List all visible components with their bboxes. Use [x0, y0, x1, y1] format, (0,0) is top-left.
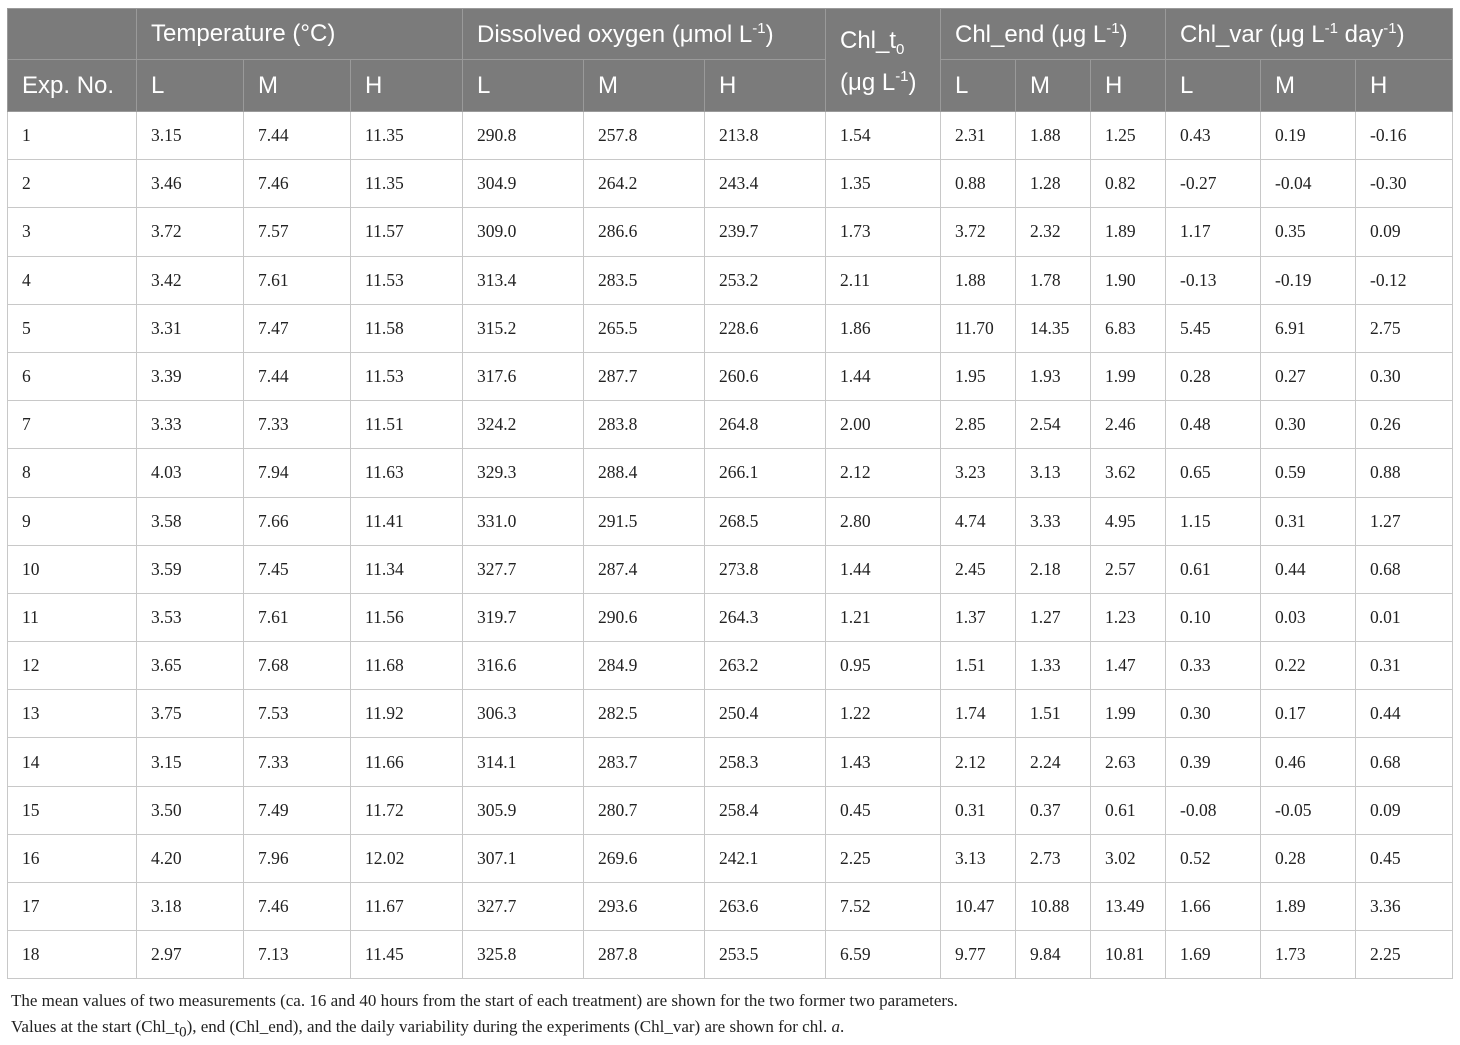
cell-chl-var-h: 0.26 — [1356, 401, 1453, 449]
table-row — [8, 112, 1453, 160]
cell-chl-end-l: 9.77 — [941, 931, 1016, 979]
cell-chl-end-m: 2.73 — [1016, 834, 1091, 882]
cell-temp-m: 7.66 — [244, 497, 351, 545]
cell-temp-h: 11.34 — [351, 545, 463, 593]
cell-oxygen-m: 283.5 — [584, 256, 705, 304]
cell-oxygen-h: 253.5 — [705, 931, 826, 979]
cell-exp-no: 8 — [8, 449, 137, 497]
data-table — [7, 8, 1453, 979]
cell-temp-h: 11.58 — [351, 304, 463, 352]
cell-chl-end-h: 6.83 — [1091, 304, 1166, 352]
cell-oxygen-m: 283.7 — [584, 738, 705, 786]
cell-oxygen-h: 258.3 — [705, 738, 826, 786]
cell-chl-var-l: 0.48 — [1166, 401, 1261, 449]
cell-temp-m: 7.68 — [244, 642, 351, 690]
cell-chl-end-h: 1.23 — [1091, 593, 1166, 641]
cell-oxygen-h: 253.2 — [705, 256, 826, 304]
cell-oxygen-l: 329.3 — [463, 449, 584, 497]
cell-chl-var-m: 0.22 — [1261, 642, 1356, 690]
cell-chl-var-l: 0.52 — [1166, 834, 1261, 882]
cell-oxygen-h: 239.7 — [705, 208, 826, 256]
cell-temp-m: 7.33 — [244, 738, 351, 786]
cell-chl-var-h: 0.31 — [1356, 642, 1453, 690]
cell-temp-m: 7.96 — [244, 834, 351, 882]
cell-chl-var-h: 0.44 — [1356, 690, 1453, 738]
cell-chl-var-l: -0.08 — [1166, 786, 1261, 834]
cell-oxygen-l: 313.4 — [463, 256, 584, 304]
cell-exp-no: 17 — [8, 883, 137, 931]
cell-chl-end-h: 1.99 — [1091, 352, 1166, 400]
cell-chl-var-l: 0.33 — [1166, 642, 1261, 690]
cell-temp-m: 7.46 — [244, 160, 351, 208]
cell-chl-end-h: 3.62 — [1091, 449, 1166, 497]
cell-chl-var-m: 0.46 — [1261, 738, 1356, 786]
cell-exp-no: 4 — [8, 256, 137, 304]
cell-oxygen-h: 263.6 — [705, 883, 826, 931]
cell-chl-end-l: 1.51 — [941, 642, 1016, 690]
header-oxygen-l: L — [463, 60, 584, 112]
cell-temp-h: 11.51 — [351, 401, 463, 449]
table-row — [8, 497, 1453, 545]
cell-exp-no: 10 — [8, 545, 137, 593]
cell-chl-var-l: 0.39 — [1166, 738, 1261, 786]
cell-exp-no: 18 — [8, 931, 137, 979]
cell-chl-var-h: 0.68 — [1356, 738, 1453, 786]
header-chl-var-l: L — [1166, 60, 1261, 112]
cell-chl-end-m: 3.13 — [1016, 449, 1091, 497]
cell-oxygen-h: 213.8 — [705, 112, 826, 160]
cell-chl-var-m: -0.04 — [1261, 160, 1356, 208]
cell-chl-t0: 2.25 — [826, 834, 941, 882]
cell-temp-h: 11.66 — [351, 738, 463, 786]
cell-temp-m: 7.49 — [244, 786, 351, 834]
cell-oxygen-m: 293.6 — [584, 883, 705, 931]
cell-chl-var-h: 0.09 — [1356, 208, 1453, 256]
table-row — [8, 401, 1453, 449]
cell-temp-m: 7.61 — [244, 593, 351, 641]
cell-chl-end-h: 2.57 — [1091, 545, 1166, 593]
cell-chl-t0: 0.95 — [826, 642, 941, 690]
cell-chl-var-m: 0.35 — [1261, 208, 1356, 256]
cell-chl-var-l: 1.66 — [1166, 883, 1261, 931]
header-oxygen-m: M — [584, 60, 705, 112]
cell-chl-end-h: 2.46 — [1091, 401, 1166, 449]
cell-oxygen-m: 284.9 — [584, 642, 705, 690]
cell-temp-h: 11.35 — [351, 112, 463, 160]
cell-chl-var-l: 0.30 — [1166, 690, 1261, 738]
cell-oxygen-l: 315.2 — [463, 304, 584, 352]
cell-chl-t0: 0.45 — [826, 786, 941, 834]
table-row — [8, 352, 1453, 400]
cell-chl-end-l: 11.70 — [941, 304, 1016, 352]
cell-chl-end-l: 1.74 — [941, 690, 1016, 738]
cell-chl-t0: 1.44 — [826, 352, 941, 400]
cell-chl-end-m: 1.27 — [1016, 593, 1091, 641]
header-temperature-h: H — [351, 60, 463, 112]
table-row — [8, 208, 1453, 256]
cell-chl-end-m: 2.24 — [1016, 738, 1091, 786]
cell-chl-t0: 1.44 — [826, 545, 941, 593]
table-body — [8, 112, 1453, 979]
cell-temp-m: 7.44 — [244, 352, 351, 400]
cell-chl-var-l: 1.17 — [1166, 208, 1261, 256]
cell-chl-var-h: -0.16 — [1356, 112, 1453, 160]
cell-chl-end-m: 1.51 — [1016, 690, 1091, 738]
cell-oxygen-l: 319.7 — [463, 593, 584, 641]
cell-oxygen-l: 325.8 — [463, 931, 584, 979]
cell-temp-h: 12.02 — [351, 834, 463, 882]
cell-temp-l: 3.75 — [137, 690, 244, 738]
cell-chl-t0: 2.11 — [826, 256, 941, 304]
cell-oxygen-l: 327.7 — [463, 545, 584, 593]
cell-chl-end-m: 14.35 — [1016, 304, 1091, 352]
cell-oxygen-l: 324.2 — [463, 401, 584, 449]
cell-oxygen-l: 306.3 — [463, 690, 584, 738]
cell-chl-end-h: 0.82 — [1091, 160, 1166, 208]
cell-oxygen-m: 280.7 — [584, 786, 705, 834]
cell-chl-var-h: 0.30 — [1356, 352, 1453, 400]
cell-oxygen-l: 327.7 — [463, 883, 584, 931]
cell-temp-l: 3.31 — [137, 304, 244, 352]
cell-chl-var-h: 3.36 — [1356, 883, 1453, 931]
header-chl-var: Chl_var (μg $L^{-1}$ day$^{-1}$) — [1166, 9, 1453, 60]
cell-exp-no: 9 — [8, 497, 137, 545]
cell-oxygen-l: 314.1 — [463, 738, 584, 786]
cell-chl-var-m: 6.91 — [1261, 304, 1356, 352]
cell-exp-no: 7 — [8, 401, 137, 449]
cell-temp-h: 11.72 — [351, 786, 463, 834]
cell-chl-end-l: 1.95 — [941, 352, 1016, 400]
table-header — [8, 9, 1453, 112]
cell-oxygen-m: 264.2 — [584, 160, 705, 208]
cell-oxygen-h: 228.6 — [705, 304, 826, 352]
cell-temp-h: 11.63 — [351, 449, 463, 497]
cell-chl-var-m: 0.44 — [1261, 545, 1356, 593]
cell-oxygen-m: 290.6 — [584, 593, 705, 641]
header-chl-var-h: H — [1356, 60, 1453, 112]
cell-chl-end-h: 10.81 — [1091, 931, 1166, 979]
cell-oxygen-h: 258.4 — [705, 786, 826, 834]
cell-chl-var-m: 0.27 — [1261, 352, 1356, 400]
table-row — [8, 834, 1453, 882]
cell-chl-var-l: 0.28 — [1166, 352, 1261, 400]
cell-temp-l: 3.39 — [137, 352, 244, 400]
cell-chl-end-m: 1.33 — [1016, 642, 1091, 690]
cell-oxygen-m: 286.6 — [584, 208, 705, 256]
header-temperature: Temperature (°C) — [137, 9, 463, 60]
cell-chl-end-h: 1.47 — [1091, 642, 1166, 690]
cell-temp-l: 3.58 — [137, 497, 244, 545]
cell-temp-l: 3.59 — [137, 545, 244, 593]
cell-oxygen-l: 309.0 — [463, 208, 584, 256]
cell-oxygen-l: 317.6 — [463, 352, 584, 400]
cell-oxygen-h: 242.1 — [705, 834, 826, 882]
cell-temp-l: 3.50 — [137, 786, 244, 834]
cell-temp-h: 11.57 — [351, 208, 463, 256]
cell-chl-end-l: 0.88 — [941, 160, 1016, 208]
cell-chl-t0: 7.52 — [826, 883, 941, 931]
cell-chl-end-m: 2.54 — [1016, 401, 1091, 449]
header-chl-t0: $Chl\_t_0$ (μg $L^{-1}$) — [826, 9, 941, 112]
cell-chl-end-m: 1.78 — [1016, 256, 1091, 304]
cell-oxygen-l: 307.1 — [463, 834, 584, 882]
cell-oxygen-h: 266.1 — [705, 449, 826, 497]
cell-chl-end-m: 10.88 — [1016, 883, 1091, 931]
cell-oxygen-m: 269.6 — [584, 834, 705, 882]
table-row — [8, 545, 1453, 593]
cell-exp-no: 2 — [8, 160, 137, 208]
cell-chl-var-m: 1.89 — [1261, 883, 1356, 931]
cell-chl-var-m: -0.05 — [1261, 786, 1356, 834]
cell-oxygen-h: 263.2 — [705, 642, 826, 690]
cell-chl-var-m: 0.59 — [1261, 449, 1356, 497]
cell-oxygen-h: 250.4 — [705, 690, 826, 738]
cell-chl-end-l: 0.31 — [941, 786, 1016, 834]
cell-exp-no: 15 — [8, 786, 137, 834]
footnote-line-1: The mean values of two measurements (ca. 16 and 40 hours from the start of each treatment) are shown for the two former two parameters. — [11, 991, 958, 1010]
header-chl-end-l: L — [941, 60, 1016, 112]
cell-oxygen-l: 331.0 — [463, 497, 584, 545]
cell-oxygen-h: 264.3 — [705, 593, 826, 641]
cell-exp-no: 6 — [8, 352, 137, 400]
cell-oxygen-h: 260.6 — [705, 352, 826, 400]
cell-chl-var-h: 2.75 — [1356, 304, 1453, 352]
cell-chl-end-h: 3.02 — [1091, 834, 1166, 882]
cell-temp-l: 3.65 — [137, 642, 244, 690]
cell-temp-h: 11.68 — [351, 642, 463, 690]
cell-chl-end-m: 2.32 — [1016, 208, 1091, 256]
table-row — [8, 304, 1453, 352]
cell-chl-end-l: 10.47 — [941, 883, 1016, 931]
cell-chl-var-l: 1.69 — [1166, 931, 1261, 979]
cell-chl-var-m: 0.19 — [1261, 112, 1356, 160]
cell-chl-end-h: 4.95 — [1091, 497, 1166, 545]
cell-exp-no: 11 — [8, 593, 137, 641]
cell-temp-l: 3.42 — [137, 256, 244, 304]
cell-temp-h: 11.53 — [351, 352, 463, 400]
cell-chl-t0: 1.22 — [826, 690, 941, 738]
cell-chl-var-l: -0.13 — [1166, 256, 1261, 304]
table-row — [8, 256, 1453, 304]
cell-chl-var-h: 0.68 — [1356, 545, 1453, 593]
cell-exp-no: 1 — [8, 112, 137, 160]
cell-temp-l: 3.33 — [137, 401, 244, 449]
cell-temp-h: 11.35 — [351, 160, 463, 208]
cell-chl-var-l: -0.27 — [1166, 160, 1261, 208]
cell-chl-t0: 1.21 — [826, 593, 941, 641]
cell-oxygen-l: 316.6 — [463, 642, 584, 690]
cell-oxygen-m: 282.5 — [584, 690, 705, 738]
table-row — [8, 160, 1453, 208]
cell-chl-end-m: 3.33 — [1016, 497, 1091, 545]
cell-chl-end-l: 1.37 — [941, 593, 1016, 641]
cell-chl-var-m: 0.28 — [1261, 834, 1356, 882]
footnote-line-2: Values at the start $(Chl\_t_0)$, end (Chl_end), and the daily variability during the experiments (Chl_var) are shown for chl. a. — [11, 1017, 845, 1041]
cell-chl-end-l: 3.72 — [941, 208, 1016, 256]
cell-temp-h: 11.67 — [351, 883, 463, 931]
cell-temp-l: 3.53 — [137, 593, 244, 641]
cell-oxygen-m: 287.7 — [584, 352, 705, 400]
cell-temp-m: 7.13 — [244, 931, 351, 979]
cell-temp-l: 2.97 — [137, 931, 244, 979]
cell-chl-end-h: 0.61 — [1091, 786, 1166, 834]
cell-chl-end-l: 3.23 — [941, 449, 1016, 497]
cell-chl-end-m: 0.37 — [1016, 786, 1091, 834]
cell-temp-m: 7.46 — [244, 883, 351, 931]
cell-temp-m: 7.53 — [244, 690, 351, 738]
cell-chl-var-l: 0.61 — [1166, 545, 1261, 593]
cell-temp-m: 7.44 — [244, 112, 351, 160]
cell-chl-var-l: 1.15 — [1166, 497, 1261, 545]
cell-temp-h: 11.56 — [351, 593, 463, 641]
cell-temp-l: 3.18 — [137, 883, 244, 931]
header-dissolved-oxygen: Dissolved oxygen (μmol $L^{-1}$) — [463, 9, 826, 60]
cell-chl-end-h: 1.90 — [1091, 256, 1166, 304]
cell-chl-var-l: 0.10 — [1166, 593, 1261, 641]
cell-temp-h: 11.53 — [351, 256, 463, 304]
cell-oxygen-l: 304.9 — [463, 160, 584, 208]
table-footnotes — [11, 988, 1441, 1045]
cell-chl-end-h: 1.99 — [1091, 690, 1166, 738]
cell-chl-t0: 1.54 — [826, 112, 941, 160]
cell-oxygen-m: 287.4 — [584, 545, 705, 593]
cell-chl-var-h: -0.30 — [1356, 160, 1453, 208]
cell-temp-m: 7.57 — [244, 208, 351, 256]
cell-chl-t0: 2.00 — [826, 401, 941, 449]
cell-chl-end-h: 2.63 — [1091, 738, 1166, 786]
table-row — [8, 931, 1453, 979]
cell-temp-l: 3.46 — [137, 160, 244, 208]
header-temperature-m: M — [244, 60, 351, 112]
cell-oxygen-m: 265.5 — [584, 304, 705, 352]
cell-chl-end-h: 13.49 — [1091, 883, 1166, 931]
cell-chl-var-m: 0.17 — [1261, 690, 1356, 738]
header-blank-cell — [8, 9, 137, 60]
cell-temp-h: 11.41 — [351, 497, 463, 545]
cell-chl-t0: 6.59 — [826, 931, 941, 979]
cell-exp-no: 13 — [8, 690, 137, 738]
cell-chl-t0: 2.12 — [826, 449, 941, 497]
cell-chl-end-h: 1.25 — [1091, 112, 1166, 160]
cell-oxygen-h: 264.8 — [705, 401, 826, 449]
cell-temp-m: 7.94 — [244, 449, 351, 497]
cell-chl-end-l: 2.85 — [941, 401, 1016, 449]
table-row — [8, 786, 1453, 834]
cell-oxygen-l: 305.9 — [463, 786, 584, 834]
cell-chl-var-m: 0.03 — [1261, 593, 1356, 641]
cell-chl-end-l: 2.12 — [941, 738, 1016, 786]
cell-oxygen-h: 268.5 — [705, 497, 826, 545]
cell-chl-var-h: 0.88 — [1356, 449, 1453, 497]
cell-oxygen-m: 257.8 — [584, 112, 705, 160]
table-row — [8, 449, 1453, 497]
cell-temp-m: 7.45 — [244, 545, 351, 593]
cell-chl-var-h: -0.12 — [1356, 256, 1453, 304]
cell-chl-end-l: 3.13 — [941, 834, 1016, 882]
table-row — [8, 738, 1453, 786]
cell-chl-end-m: 1.28 — [1016, 160, 1091, 208]
cell-oxygen-h: 243.4 — [705, 160, 826, 208]
cell-temp-l: 3.15 — [137, 112, 244, 160]
cell-chl-end-m: 2.18 — [1016, 545, 1091, 593]
cell-chl-t0: 1.43 — [826, 738, 941, 786]
cell-exp-no: 12 — [8, 642, 137, 690]
cell-chl-var-h: 0.45 — [1356, 834, 1453, 882]
cell-chl-var-m: 1.73 — [1261, 931, 1356, 979]
cell-chl-end-l: 2.31 — [941, 112, 1016, 160]
table-row — [8, 642, 1453, 690]
cell-temp-m: 7.61 — [244, 256, 351, 304]
cell-chl-var-m: -0.19 — [1261, 256, 1356, 304]
cell-exp-no: 3 — [8, 208, 137, 256]
cell-chl-var-m: 0.30 — [1261, 401, 1356, 449]
header-chl-end-h: H — [1091, 60, 1166, 112]
data-table-container — [7, 8, 1452, 979]
cell-temp-l: 4.03 — [137, 449, 244, 497]
cell-oxygen-h: 273.8 — [705, 545, 826, 593]
cell-temp-l: 3.72 — [137, 208, 244, 256]
table-row — [8, 690, 1453, 738]
cell-chl-var-m: 0.31 — [1261, 497, 1356, 545]
cell-chl-var-h: 1.27 — [1356, 497, 1453, 545]
cell-oxygen-m: 283.8 — [584, 401, 705, 449]
cell-chl-var-h: 0.01 — [1356, 593, 1453, 641]
cell-exp-no: 14 — [8, 738, 137, 786]
cell-temp-m: 7.33 — [244, 401, 351, 449]
cell-chl-t0: 1.86 — [826, 304, 941, 352]
cell-chl-t0: 1.73 — [826, 208, 941, 256]
table-row — [8, 593, 1453, 641]
header-oxygen-h: H — [705, 60, 826, 112]
header-chl-end-m: M — [1016, 60, 1091, 112]
cell-oxygen-l: 290.8 — [463, 112, 584, 160]
cell-oxygen-m: 291.5 — [584, 497, 705, 545]
cell-chl-t0: 2.80 — [826, 497, 941, 545]
cell-chl-end-m: 9.84 — [1016, 931, 1091, 979]
cell-chl-var-l: 0.65 — [1166, 449, 1261, 497]
cell-temp-l: 3.15 — [137, 738, 244, 786]
cell-oxygen-m: 288.4 — [584, 449, 705, 497]
cell-chl-end-m: 1.88 — [1016, 112, 1091, 160]
cell-chl-var-h: 2.25 — [1356, 931, 1453, 979]
header-exp-no: Exp. No. — [8, 60, 137, 112]
header-chl-end: Chl_end (μg $L^{-1}$) — [941, 9, 1166, 60]
cell-exp-no: 16 — [8, 834, 137, 882]
cell-temp-m: 7.47 — [244, 304, 351, 352]
cell-chl-var-l: 0.43 — [1166, 112, 1261, 160]
cell-chl-end-l: 2.45 — [941, 545, 1016, 593]
cell-chl-var-h: 0.09 — [1356, 786, 1453, 834]
header-temperature-l: L — [137, 60, 244, 112]
cell-chl-end-l: 4.74 — [941, 497, 1016, 545]
cell-oxygen-m: 287.8 — [584, 931, 705, 979]
cell-chl-end-l: 1.88 — [941, 256, 1016, 304]
cell-chl-var-l: 5.45 — [1166, 304, 1261, 352]
cell-exp-no: 5 — [8, 304, 137, 352]
table-row — [8, 883, 1453, 931]
cell-temp-h: 11.92 — [351, 690, 463, 738]
cell-chl-t0: 1.35 — [826, 160, 941, 208]
cell-chl-end-m: 1.93 — [1016, 352, 1091, 400]
cell-temp-h: 11.45 — [351, 931, 463, 979]
cell-chl-end-h: 1.89 — [1091, 208, 1166, 256]
header-chl-var-m: M — [1261, 60, 1356, 112]
cell-temp-l: 4.20 — [137, 834, 244, 882]
